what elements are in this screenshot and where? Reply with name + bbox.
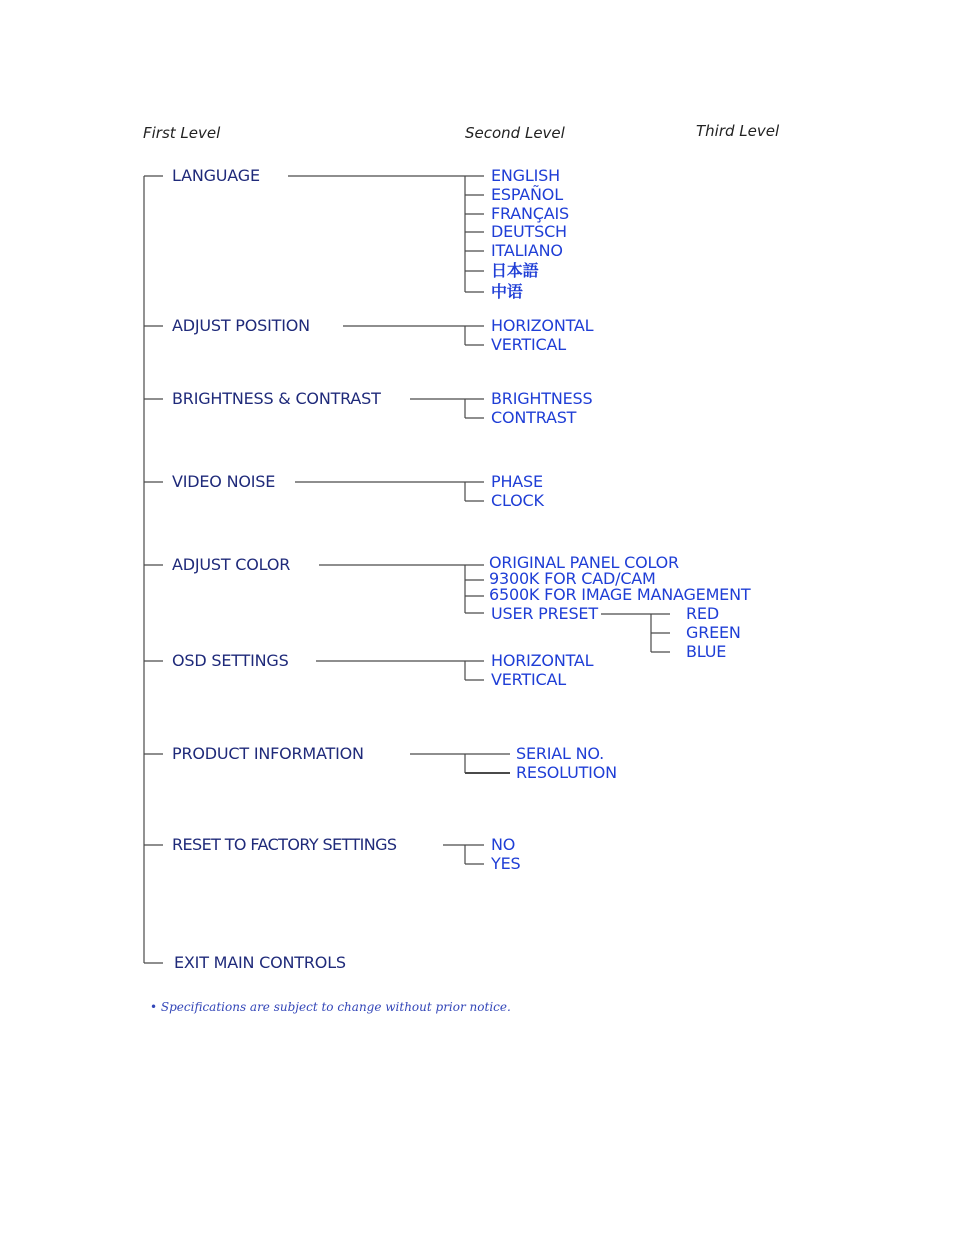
osd-vertical: VERTICAL: [491, 670, 566, 689]
menu-brightness-contrast: BRIGHTNESS & CONTRAST: [172, 389, 381, 408]
brightness-item: BRIGHTNESS: [491, 389, 593, 408]
osd-horizontal: HORIZONTAL: [491, 651, 594, 670]
language-english: ENGLISH: [491, 166, 560, 185]
menu-adjust-position: ADJUST POSITION: [172, 316, 310, 335]
language-japanese: 日本語: [491, 261, 539, 280]
contrast-item: CONTRAST: [491, 408, 577, 427]
language-espanol: ESPAÑOL: [491, 185, 563, 204]
header-second-level: Second Level: [465, 124, 565, 142]
position-horizontal: HORIZONTAL: [491, 316, 594, 335]
color-6500k: 6500K FOR IMAGE MANAGEMENT: [489, 585, 751, 604]
menu-video-noise: VIDEO NOISE: [172, 472, 276, 491]
header-first-level: First Level: [143, 124, 221, 142]
reset-yes: YES: [491, 854, 521, 873]
preset-green: GREEN: [686, 623, 741, 642]
footnote: • Specifications are subject to change without prior notice.: [150, 1000, 511, 1014]
preset-blue: BLUE: [686, 642, 727, 661]
language-francais: FRANÇAIS: [491, 204, 569, 223]
color-user-preset: USER PRESET: [491, 604, 598, 623]
reset-no: NO: [491, 835, 516, 854]
menu-osd-settings: OSD SETTINGS: [172, 651, 289, 670]
menu-language: LANGUAGE: [172, 166, 260, 185]
language-italiano: ITALIANO: [491, 241, 563, 260]
color-9300k: 9300K FOR CAD/CAM: [489, 569, 656, 588]
preset-red: RED: [686, 604, 719, 623]
product-resolution: RESOLUTION: [516, 763, 617, 782]
language-chinese: 中语: [491, 282, 523, 301]
menu-adjust-color: ADJUST COLOR: [172, 555, 291, 574]
video-noise-phase: PHASE: [491, 472, 543, 491]
menu-exit-main-controls: EXIT MAIN CONTROLS: [174, 953, 346, 972]
position-vertical: VERTICAL: [491, 335, 566, 354]
menu-reset-factory-settings: RESET TO FACTORY SETTINGS: [172, 835, 397, 854]
header-third-level: Third Level: [696, 122, 780, 140]
product-serial-no: SERIAL NO.: [516, 744, 605, 763]
menu-product-information: PRODUCT INFORMATION: [172, 744, 364, 763]
color-original-panel: ORIGINAL PANEL COLOR: [489, 553, 679, 572]
language-deutsch: DEUTSCH: [491, 222, 567, 241]
video-noise-clock: CLOCK: [491, 491, 544, 510]
